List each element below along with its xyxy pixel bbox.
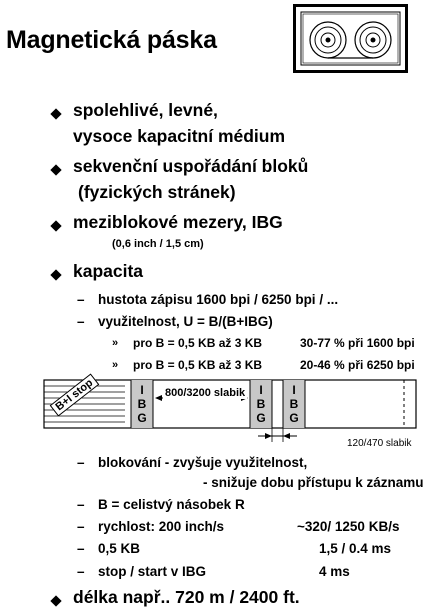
gap-size-label: 120/470 slabik — [347, 438, 412, 449]
diamond-bullet-icon — [50, 220, 61, 231]
bullet-line: vysoce kapacitní médium — [73, 126, 286, 146]
row-value: 1,5 / 0.4 ms — [319, 541, 392, 556]
diamond-bullet-icon — [50, 164, 61, 175]
row-label: B = celistvý násobek R — [98, 497, 245, 512]
diamond-bullet-icon — [50, 595, 61, 606]
bullet-line: meziblokové mezery, IBG — [73, 212, 283, 232]
dash-icon: – — [77, 541, 85, 556]
ibg-size-note: (0,6 inch / 1,5 cm) — [112, 238, 204, 250]
dash-icon: – — [77, 564, 85, 579]
stop-label: B+I stop — [50, 374, 99, 417]
ibg-gap-label — [137, 383, 147, 425]
diamond-bullet-icon — [50, 269, 61, 280]
bullet-line: (fyzických stránek) — [78, 182, 236, 202]
ibg-letter: I — [292, 383, 296, 397]
usage-text: využitelnost, U = B/(B+IBG) — [98, 314, 273, 329]
row-value: 4 ms — [319, 564, 350, 579]
page-title: Magnetická páska — [6, 26, 217, 54]
blocking-line: - snižuje dobu přístupu k záznamu — [203, 475, 424, 490]
bullet-line: spolehlivé, levné, — [73, 100, 218, 120]
row-label: stop / start v IBG — [98, 564, 207, 579]
usage-sub-label: pro B = 0,5 KB až 3 KB — [133, 336, 263, 350]
ibg-letter: B — [137, 397, 147, 411]
dash-icon: – — [77, 455, 85, 470]
dash-icon: – — [77, 519, 85, 534]
row-label: 0,5 KB — [98, 541, 141, 556]
usage-sub-value: 30-77 % při 1600 bpi — [300, 336, 415, 350]
ibg-letter: G — [256, 411, 266, 425]
blocking-line: blokování - zvyšuje využitelnost, — [98, 455, 308, 470]
bullet-line: sekvenční uspořádání bloků — [73, 156, 309, 176]
row-value: ~320/ 1250 KB/s — [297, 519, 400, 534]
ibg-letter: I — [259, 383, 263, 397]
ibg-gap-label — [256, 383, 266, 425]
ibg-letter: B — [256, 397, 266, 411]
dash-icon: – — [77, 497, 85, 512]
tape-reel-icon — [293, 4, 409, 74]
bullet-line: kapacita — [73, 261, 144, 281]
ibg-letter: G — [137, 411, 147, 425]
ibg-letter: I — [140, 383, 144, 397]
usage-sub-value: 20-46 % při 6250 bpi — [300, 358, 415, 372]
block-size-label: 800/3200 slabik — [165, 387, 246, 399]
ibg-letter: B — [289, 397, 299, 411]
dash-icon: – — [77, 314, 85, 329]
diamond-bullet-icon — [50, 108, 61, 119]
length-bullet: délka např.. 720 m / 2400 ft. — [73, 587, 300, 607]
usage-sub-label: pro B = 0,5 KB až 3 KB — [133, 358, 263, 372]
double-chevron-icon: » — [112, 337, 119, 349]
row-label: rychlost: 200 inch/s — [98, 519, 225, 534]
ibg-gap-label — [289, 383, 299, 425]
dash-icon: – — [77, 292, 85, 307]
ibg-letter: G — [289, 411, 299, 425]
density-text: hustota zápisu 1600 bpi / 6250 bpi / ... — [98, 292, 339, 307]
double-chevron-icon: » — [112, 359, 119, 371]
